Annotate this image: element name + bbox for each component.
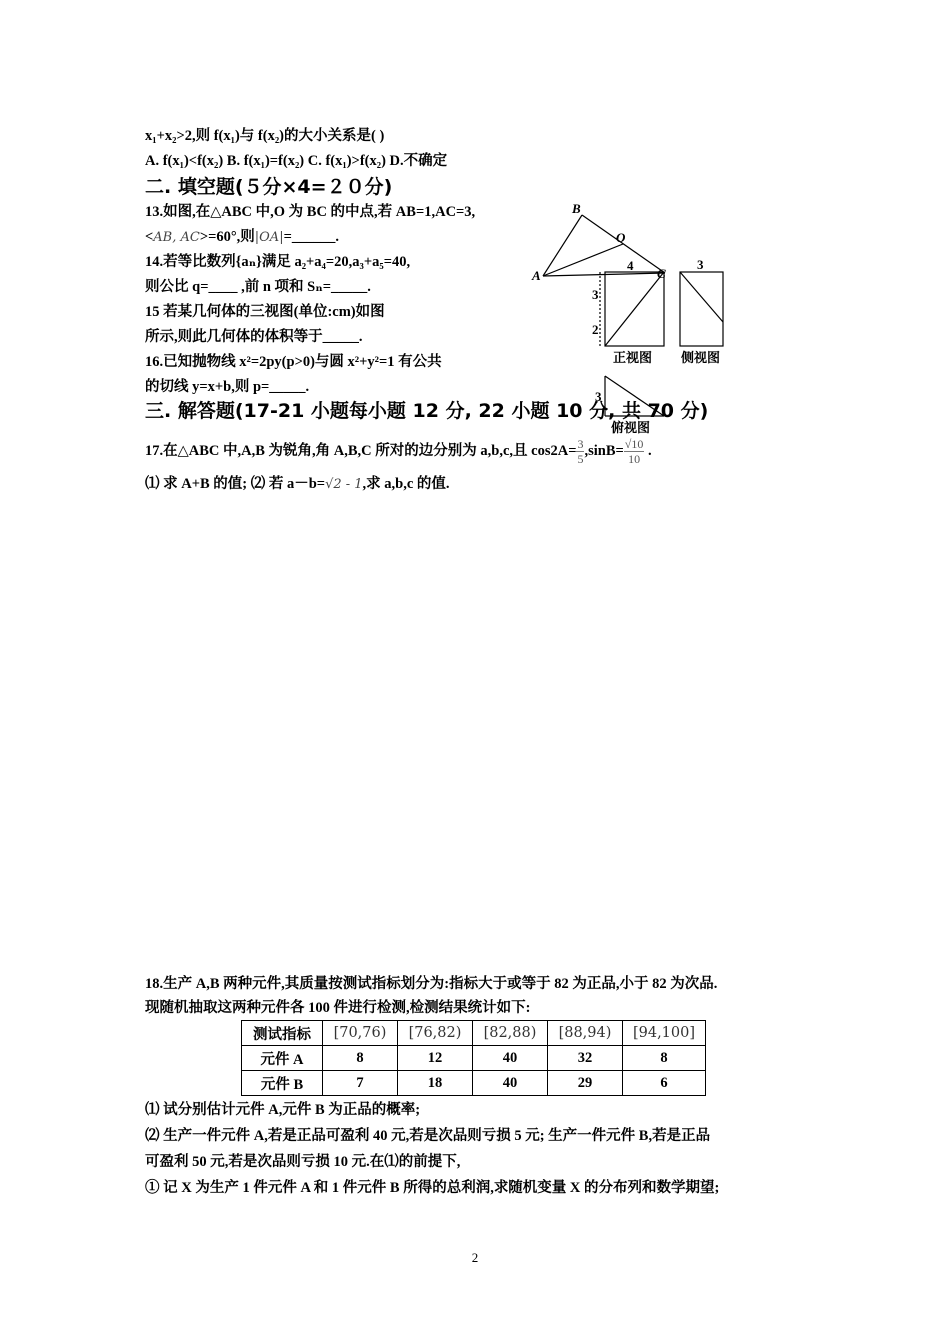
table-cell: 18 [398, 1071, 473, 1096]
label-a: A [532, 268, 541, 283]
table-header-row [242, 1021, 706, 1046]
q18-part1: ⑴ 试分别估计元件 A,元件 B 为正品的概率; [145, 1102, 421, 1118]
q17-end: . [644, 442, 652, 459]
side-view [680, 272, 723, 346]
q15-line2: 所示,则此几何体的体积等于_____. [145, 329, 363, 345]
triangle-abc [543, 215, 665, 276]
q18-part2-line1: ⑵ 生产一件元件 A,若是正品可盈利 40 元,若是次品则亏损 5 元; 生产一件元件 B,若是正品 [145, 1128, 711, 1144]
q13-abs-vector: |OA| [254, 230, 284, 245]
table-cell: 32 [548, 1046, 623, 1071]
q13-line1: 13.如图,在△ABC 中,O 为 BC 的中点,若 AB=1,AC=3, [145, 204, 476, 220]
table-cell: 7 [323, 1071, 398, 1096]
table-header-cell: [94,100] [623, 1021, 706, 1046]
label-o: O [616, 230, 626, 245]
table-cell: 8 [623, 1046, 706, 1071]
q18-part2-line2: 可盈利 50 元,若是次品则亏损 10 元.在⑴的前提下, [145, 1154, 461, 1170]
front-view [600, 272, 664, 346]
table-header-cell: [70,76) [323, 1021, 398, 1046]
table-row [242, 1046, 706, 1071]
q18-table [241, 1020, 706, 1096]
q17-sinb: ,sinB= [584, 442, 624, 459]
q17-cos-num: 3 [577, 437, 584, 451]
label-b: B [572, 201, 581, 216]
q18-part2-sub1: ① 记 X 为生产 1 件元件 A 和 1 件元件 B 所得的总利润,求随机变量 X 的分布列和数学期望; [145, 1180, 720, 1196]
label-c: C [657, 266, 666, 281]
q17-sin-den: 10 [628, 452, 641, 466]
q17-parts: ⑴ 求 A+B 的值; ⑵ 若 a－b= [145, 476, 326, 492]
top-view-label: 俯视图 [611, 420, 651, 435]
table-cell: 12 [398, 1046, 473, 1071]
front-view-dim-lower: 2 [592, 322, 599, 337]
q14-line1: 14.若等比数列{aₙ}满足 a₂+a₄=20,a₃+a₅=40, [145, 254, 411, 270]
side-view-label: 侧视图 [681, 350, 721, 365]
section-3-title: 三. 解答题(17-21 小题每小题 12 分, 22 小题 10 分, 共 70 分) [145, 400, 709, 422]
q17-sin-fraction [624, 437, 645, 466]
q18-line2: 现随机抽取这两种元件各 100 件进行检测,检测结果统计如下: [145, 1000, 531, 1016]
table-cell: 6 [623, 1071, 706, 1096]
q17-line2 [145, 474, 450, 495]
table-header-cell: [82,88) [473, 1021, 548, 1046]
q17-sqrt-expr: √2 - 1 [325, 477, 363, 492]
q13-angle-text: >=60°,则 [199, 229, 255, 245]
front-view-top-dim: 4 [627, 258, 634, 273]
q14-line2: 则公比 q=____ ,前 n 项和 Sₙ=_____. [145, 279, 371, 295]
section-2-title: 二. 填空题(５分×4=２０分) [145, 176, 393, 198]
q12-options: A. f(x₁)<f(x₂) B. f(x₁)=f(x₂) C. f(x₁)>f(x₂) D.不确定 [145, 153, 448, 169]
q16-line1: 16.已知抛物线 x²=2py(p>0)与圆 x²+y²=1 有公共 [145, 354, 442, 370]
table-header-cell: [88,94) [548, 1021, 623, 1046]
table-cell: 29 [548, 1071, 623, 1096]
front-view-label: 正视图 [613, 350, 653, 365]
front-view-dim-upper: 3 [592, 287, 599, 302]
page-number: 2 [471, 1250, 479, 1265]
q17-sin-num: √10 [624, 437, 644, 451]
top-view-dim: 3 [595, 389, 602, 404]
q13-open-angle: < [145, 229, 154, 245]
q17-parts-end: ,求 a,b,c 的值. [362, 476, 450, 492]
table-cell: 8 [323, 1046, 398, 1071]
q12-continuation: x₁+x₂>2,则 f(x₁)与 f(x₂)的大小关系是( ) [145, 128, 385, 144]
q17-cos-den: 5 [577, 452, 584, 466]
table-header-cell: 测试指标 [242, 1021, 323, 1046]
q18-line1: 18.生产 A,B 两种元件,其质量按测试指标划分为:指标大于或等于 82 为正品,小于 82 为次品. [145, 976, 718, 992]
table-cell: 元件 A [242, 1046, 323, 1071]
q13-blank: =______. [283, 229, 339, 245]
q16-line2: 的切线 y=x+b,则 p=_____. [145, 379, 310, 395]
table-row [242, 1071, 706, 1096]
q17-line1 [145, 437, 652, 466]
table-cell: 40 [473, 1071, 548, 1096]
table-cell: 元件 B [242, 1071, 323, 1096]
side-view-top-dim: 3 [697, 257, 704, 272]
q17-stem: 17.在△ABC 中,A,B 为锐角,角 A,B,C 所对的边分别为 a,b,c,且 cos2A= [145, 442, 577, 459]
q15-line1: 15 若某几何体的三视图(单位:cm)如图 [145, 304, 385, 320]
table-header-cell: [76,82) [398, 1021, 473, 1046]
q13-vector-pair: AB, AC [153, 230, 200, 245]
table-cell: 40 [473, 1046, 548, 1071]
